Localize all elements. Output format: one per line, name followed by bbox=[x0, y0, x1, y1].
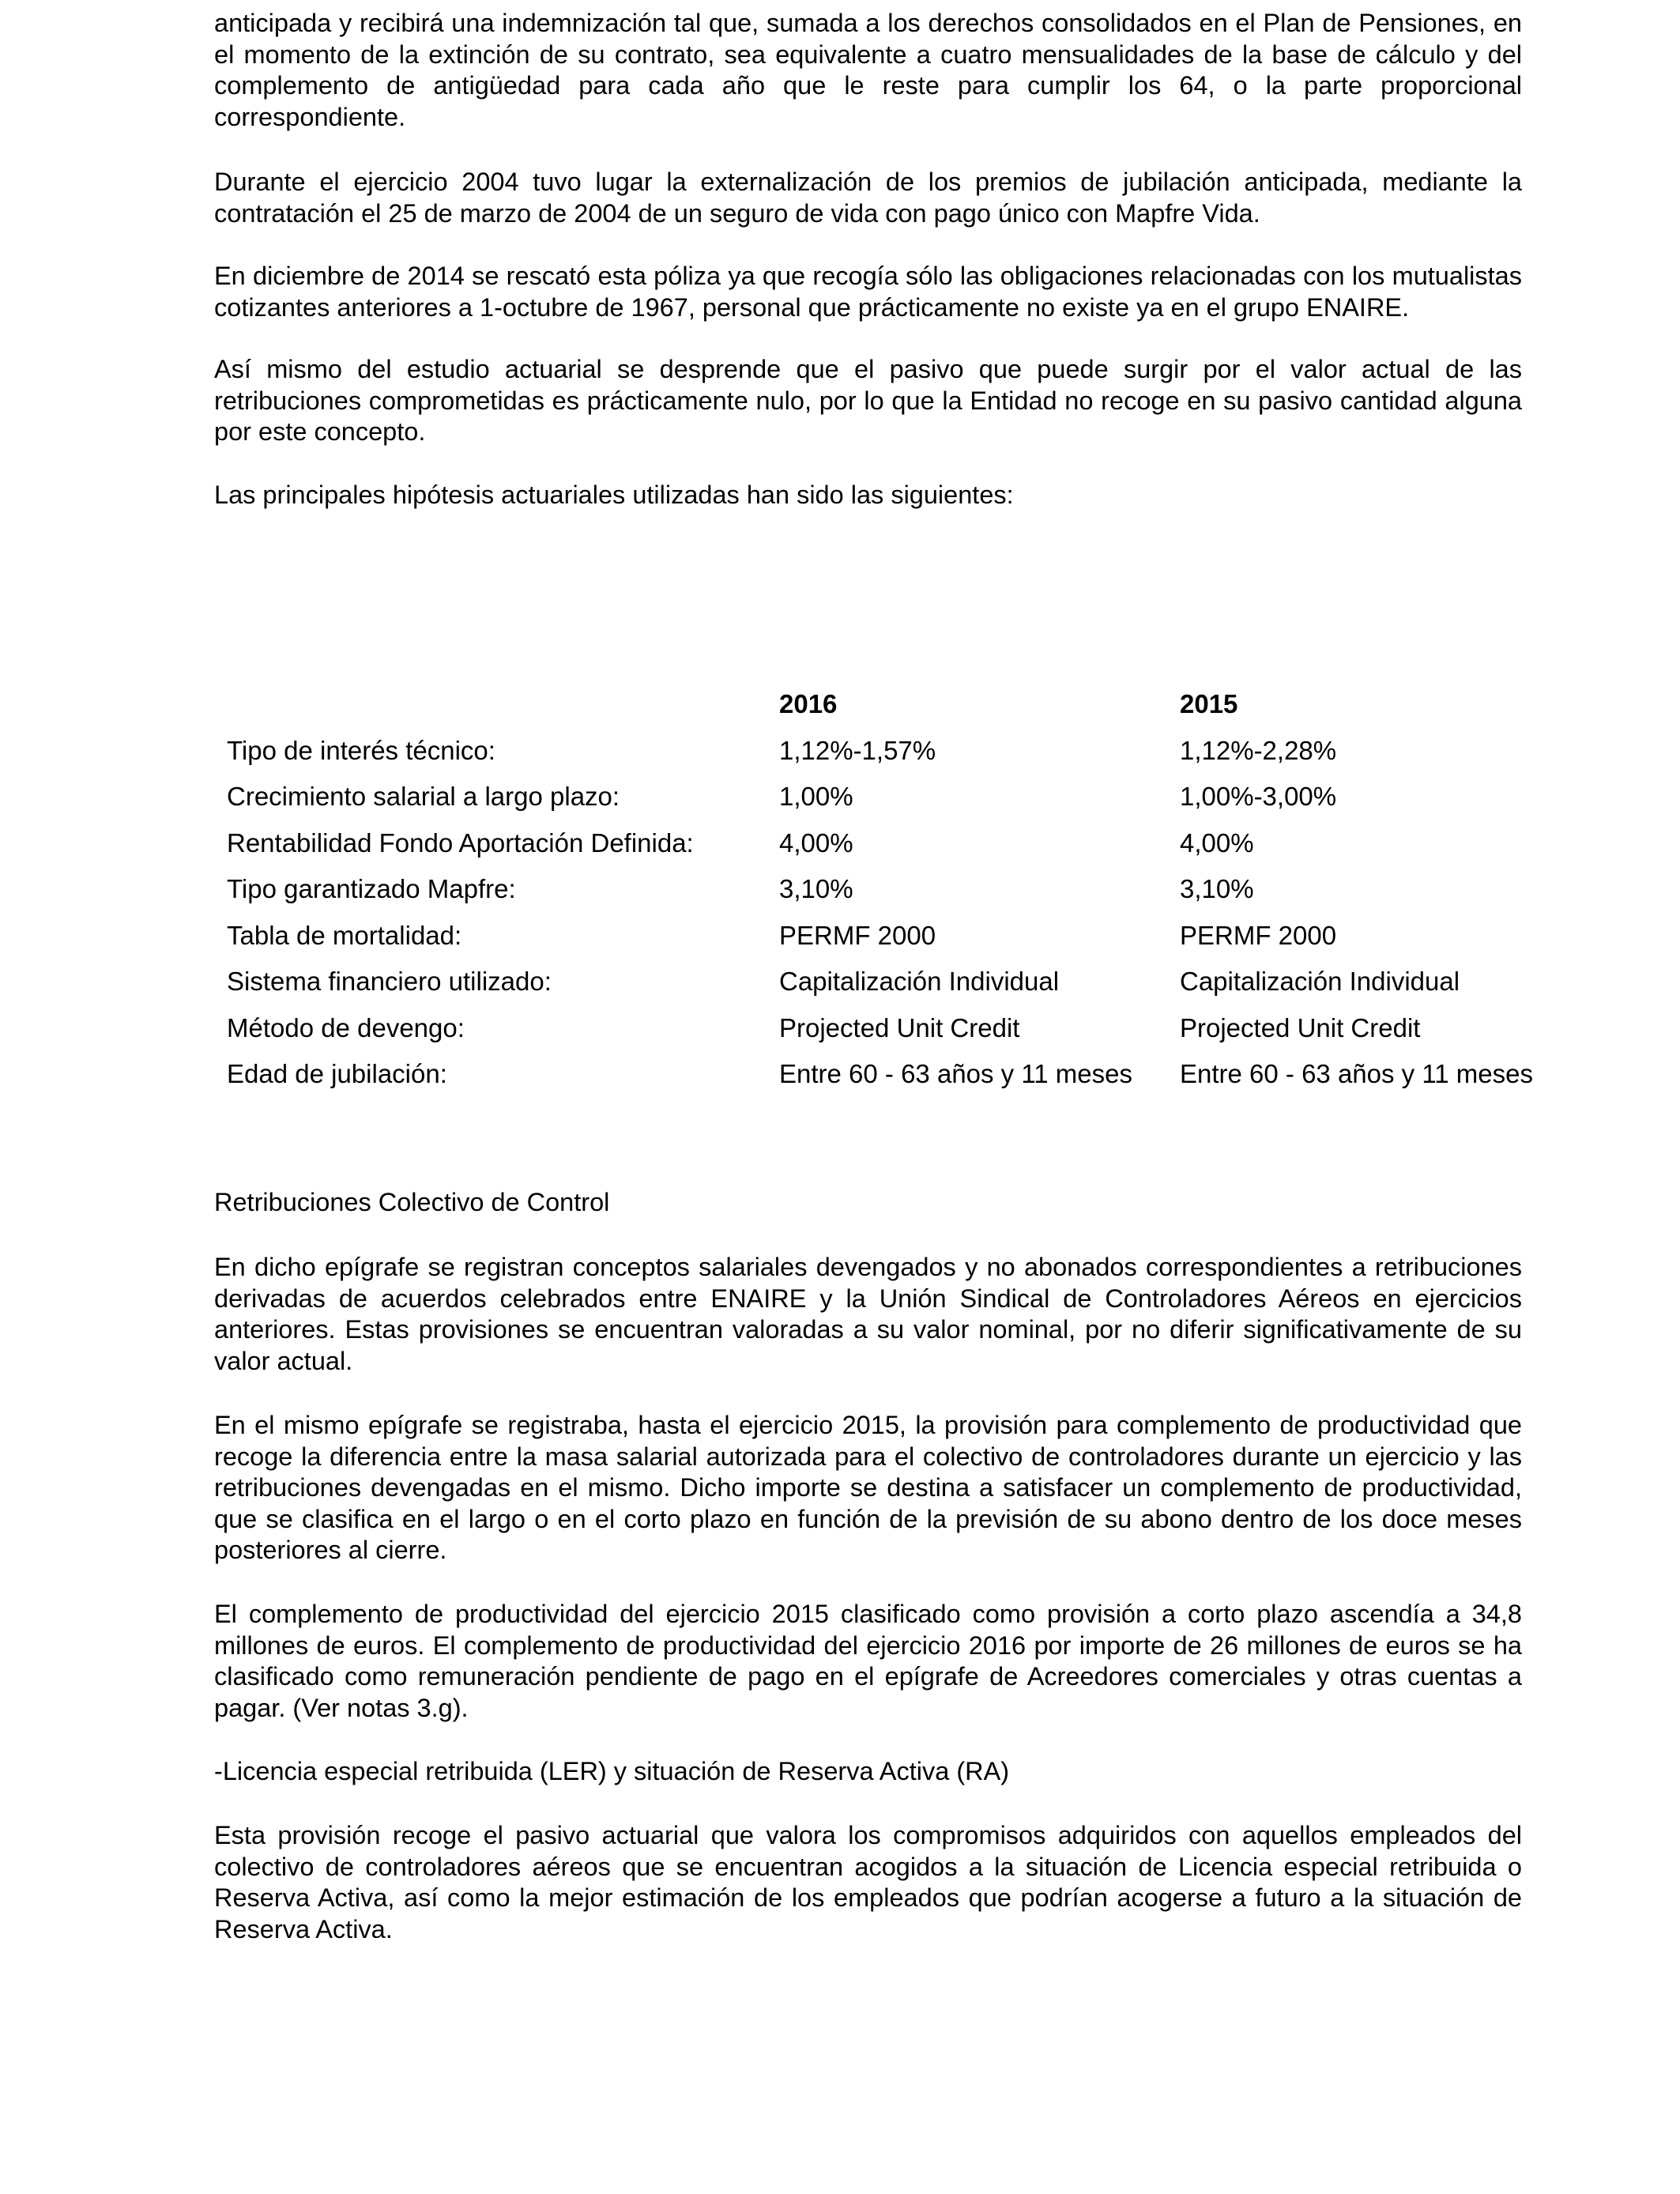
row-label: Sistema financiero utilizado: bbox=[227, 967, 552, 996]
table-row bbox=[214, 1051, 1558, 1098]
row-value-2016: 3,10% bbox=[779, 874, 853, 903]
paragraph-productivity-provision: En el mismo epígrafe se registraba, hasta el ejercicio 2015, la provisión para complemento de productividad que recoge la diferencia entre la masa salarial autorizada para el colectivo de controladores durante un ejercicio y las retribuciones devengadas en el mismo. Dicho importe se destina a satisfacer un complemento de productividad, que se clasifica en el largo o en el corto plazo en función de la previsión de su abono dentro de los doce meses posteriores al cierre. bbox=[214, 1411, 1522, 1564]
row-value-2015: 4,00% bbox=[1180, 827, 1254, 858]
row-label: Tabla de mortalidad: bbox=[227, 920, 462, 950]
row-value-2015: 3,10% bbox=[1180, 874, 1254, 903]
row-value-2016: 1,12%-1,57% bbox=[779, 735, 936, 765]
row-value-2016: Entre 60 - 63 años y 11 meses bbox=[779, 1059, 1132, 1088]
row-value-2015: Projected Unit Credit bbox=[1180, 1012, 1421, 1042]
header-2016: 2016 bbox=[779, 689, 838, 718]
row-value-2016: 1,00% bbox=[779, 782, 853, 811]
paragraph-actuarial-liability: Así mismo del estudio actuarial se desprende que el pasivo que puede surgir por el valor actual de las retribuciones comprometidas es prácticamente nulo, por lo que la Entidad no recoge en su pasivo cantidad alguna por este concepto. bbox=[214, 355, 1522, 446]
paragraph-early-retirement-indemnity: anticipada y recibirá una indemnización tal que, sumada a los derechos consolidados en el Plan de Pensiones, en el momento de la extinción de su contrato, sea equivalente a cuatro mensualidades de la base de cálculo y del complemento de antigüedad para cada año que le reste para cumplir los 64, o la parte proporcional correspondiente. bbox=[214, 9, 1522, 131]
row-value-2016: 4,00% bbox=[779, 827, 853, 858]
paragraph-policy-rescue-2014: En diciembre de 2014 se rescató esta póliza ya que recogía sólo las obligaciones relacionadas con los mutualistas cotizantes anteriores a 1-octubre de 1967, personal que prácticamente no existe ya en el grupo ENAIRE. bbox=[214, 262, 1522, 322]
table-row bbox=[214, 959, 1558, 1005]
paragraph-hypotheses-intro: Las principales hipótesis actuariales utilizadas han sido las siguientes: bbox=[214, 481, 1014, 509]
row-label: Rentabilidad Fondo Aportación Definida: bbox=[227, 827, 694, 858]
row-label: Método de devengo: bbox=[227, 1012, 465, 1042]
row-value-2015: Capitalización Individual bbox=[1180, 967, 1460, 996]
row-label: Edad de jubilación: bbox=[227, 1059, 447, 1088]
heading-control-remuneration: Retribuciones Colectivo de Control bbox=[214, 1188, 610, 1216]
heading-ler-ra: -Licencia especial retribuida (LER) y situación de Reserva Activa (RA) bbox=[214, 1757, 1010, 1785]
table-row bbox=[214, 866, 1558, 913]
table-row bbox=[214, 728, 1558, 775]
row-value-2016: Capitalización Individual bbox=[779, 967, 1060, 996]
row-label: Tipo garantizado Mapfre: bbox=[227, 874, 516, 903]
actuarial-hypotheses-table bbox=[214, 681, 1558, 1098]
row-label: Tipo de interés técnico: bbox=[227, 735, 495, 765]
row-value-2016: PERMF 2000 bbox=[779, 920, 936, 950]
paragraph-control-salary-concepts: En dicho epígrafe se registran conceptos salariales devengados y no abonados correspondientes a retribuciones derivadas de acuerdos celebrados entre ENAIRE y la Unión Sindical de Controladores Aéreos en ejercicios anteriores. Estas provisiones se encuentran valoradas a su valor nominal, por no diferir significativamente de su valor actual. bbox=[214, 1253, 1522, 1375]
row-value-2015: 1,12%-2,28% bbox=[1180, 735, 1337, 765]
paragraph-productivity-2015-2016: El complemento de productividad del ejercicio 2015 clasificado como provisión a corto plazo ascendía a 34,8 millones de euros. El complemento de productividad del ejercicio 2016 por importe de 26 millones de euros se ha clasificado como remuneración pendiente de pago en el epígrafe de Acreedores comerciales y otras cuentas a pagar. (Ver notas 3.g). bbox=[214, 1600, 1522, 1722]
row-value-2016: Projected Unit Credit bbox=[779, 1012, 1020, 1042]
table-row bbox=[214, 913, 1558, 959]
paragraph-ler-ra-provision: Esta provisión recoge el pasivo actuarial que valora los compromisos adquiridos con aquellos empleados del colectivo de controladores aéreos que se encuentran acogidos a la situación de Licencia especial retribuida o Reserva Activa, así como la mejor estimación de los empleados que podrían acogerse a futuro a la situación de Reserva Activa. bbox=[214, 1821, 1522, 1943]
row-label: Crecimiento salarial a largo plazo: bbox=[227, 782, 620, 811]
header-2015: 2015 bbox=[1180, 689, 1238, 718]
table-row bbox=[214, 820, 1558, 867]
row-value-2015: PERMF 2000 bbox=[1180, 920, 1337, 950]
table-row bbox=[214, 774, 1558, 820]
table-header-row bbox=[214, 681, 1558, 728]
row-value-2015: 1,00%-3,00% bbox=[1180, 782, 1337, 811]
row-value-2015: Entre 60 - 63 años y 11 meses bbox=[1180, 1059, 1533, 1088]
paragraph-externalization-2004: Durante el ejercicio 2004 tuvo lugar la externalización de los premios de jubilación anticipada, mediante la contratación el 25 de marzo de 2004 de un seguro de vida con pago único con Mapfre Vida. bbox=[214, 168, 1522, 228]
table-row bbox=[214, 1005, 1558, 1052]
